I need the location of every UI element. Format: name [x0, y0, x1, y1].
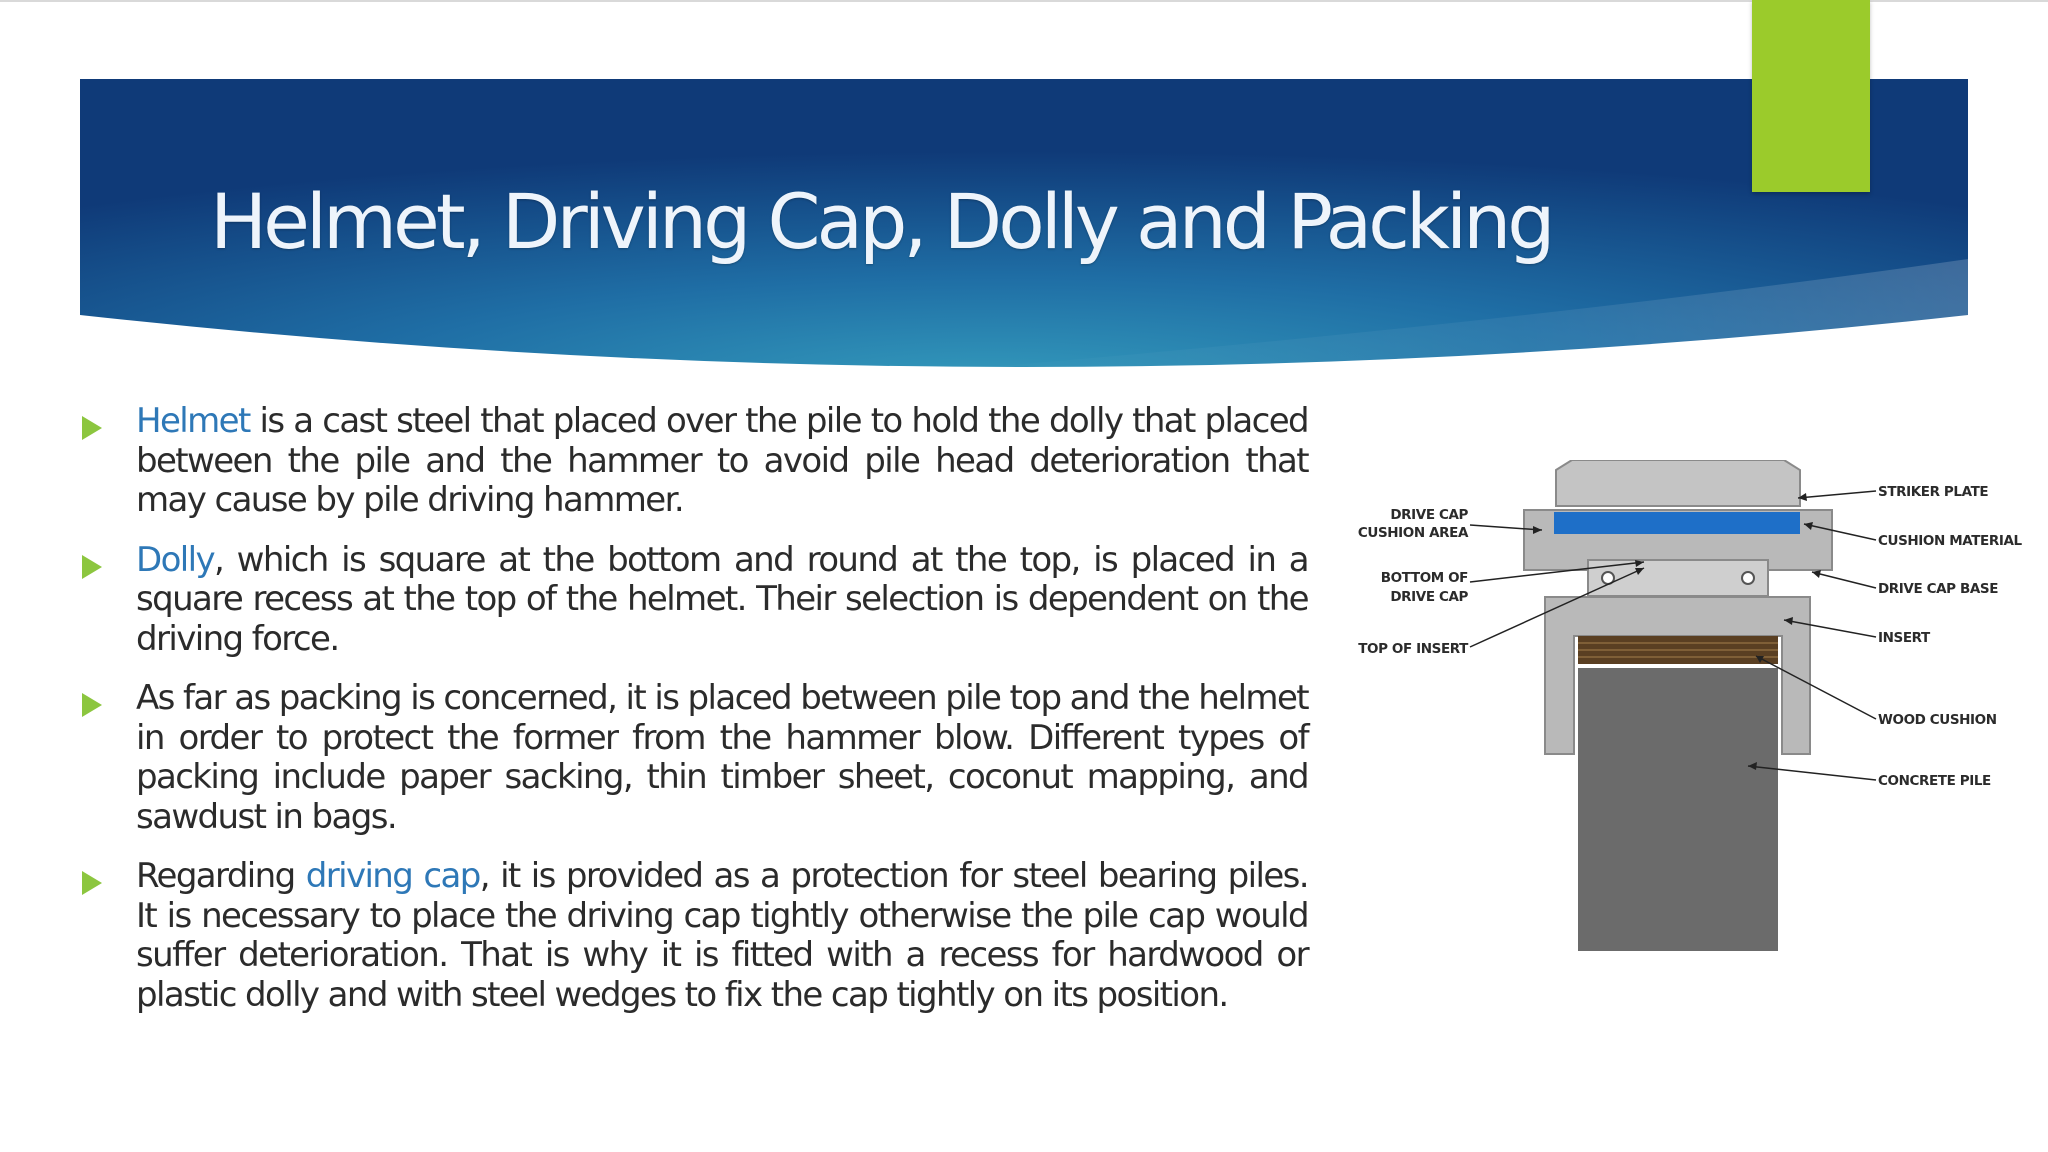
label-drive-cap-base: DRIVE CAP BASE: [1878, 581, 1999, 597]
bullet-arrow-icon: [82, 871, 102, 895]
bullet-text: , it is provided as a protection for steel bearing piles. It is necessary to place the driving cap tightly otherwise the pile cap would suffer deterioration. That is why it is fitted with a recess for hardwood or plastic dolly and with steel wedges to fix the cap tightly on its position.: [136, 856, 1308, 1015]
label-drive-cap-cushion-area-line1: DRIVE CAP: [1390, 507, 1468, 523]
bullet-driving-cap: [80, 857, 1308, 1015]
bolt-hole-right: [1742, 572, 1754, 584]
bullet-packing: [80, 679, 1308, 837]
slide-title: Helmet, Driving Cap, Dolly and Packing: [210, 177, 1552, 266]
label-bottom-of-drive-cap-line2: DRIVE CAP: [1390, 589, 1468, 605]
term-dolly: Dolly: [136, 539, 214, 580]
label-drive-cap-cushion-area-line2: CUSHION AREA: [1357, 525, 1468, 541]
bullet-list: [80, 402, 1308, 1035]
bullet-text: , which is square at the bottom and round at the top, is placed in a square recess at the top of the helmet. Their selection is dependent on the driving force.: [136, 539, 1308, 659]
label-top-of-insert: TOP OF INSERT: [1358, 641, 1468, 657]
bullet-text: is a cast steel that placed over the pile to hold the dolly that placed between the pile and the hammer to avoid pile head deterioration that may cause by pile driving hammer.: [136, 401, 1308, 520]
top-border-line: [0, 0, 2048, 2]
concrete-pile: [1578, 668, 1778, 951]
bullet-arrow-icon: [82, 693, 102, 717]
label-striker-plate: STRIKER PLATE: [1878, 484, 1989, 500]
bullet-lead: Regarding: [136, 856, 306, 896]
term-helmet: Helmet: [136, 401, 250, 441]
label-bottom-of-drive-cap-line1: BOTTOM OF: [1380, 570, 1468, 586]
bullet-helmet: [80, 402, 1308, 521]
pile-cap-diagram: [1352, 460, 2022, 960]
striker-plate: [1556, 460, 1800, 506]
bullet-arrow-icon: [82, 555, 102, 579]
label-cushion-material: CUSHION MATERIAL: [1878, 533, 2022, 549]
bullet-dolly: [80, 541, 1308, 660]
term-driving-cap: driving cap: [305, 856, 480, 896]
label-insert: INSERT: [1878, 630, 1930, 646]
bullet-arrow-icon: [82, 416, 102, 440]
bullet-text: As far as packing is concerned, it is placed between pile top and the helmet in order to protect the former from the hammer blow. Different types of packing include paper sacking, thin timber sheet, coconut mapping, and sawdust in bags.: [136, 678, 1308, 837]
cushion-material: [1554, 512, 1800, 534]
label-wood-cushion: WOOD CUSHION: [1878, 712, 1997, 728]
green-accent-block: [1752, 0, 1870, 192]
label-concrete-pile: CONCRETE PILE: [1878, 773, 1991, 789]
